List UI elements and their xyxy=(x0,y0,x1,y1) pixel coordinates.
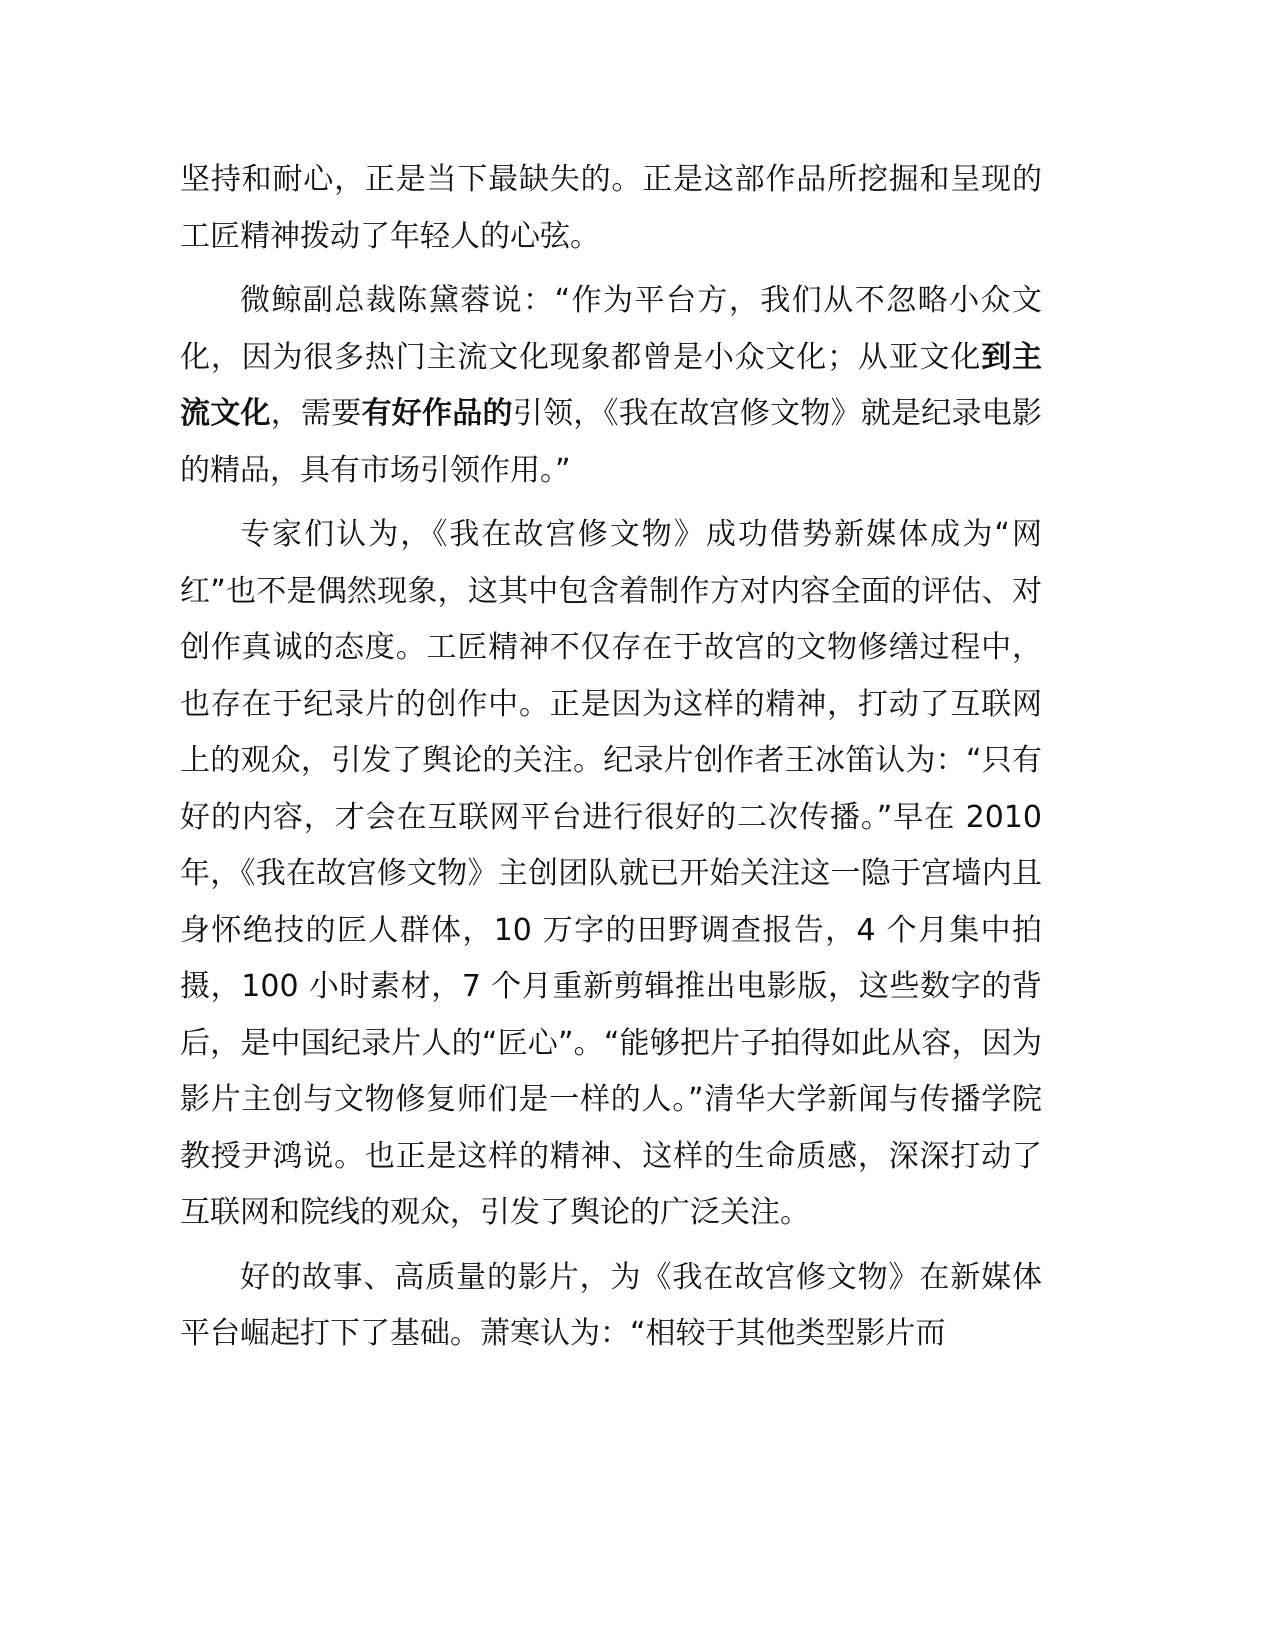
paragraph-2-text-mid-1: ，需要 xyxy=(270,396,362,431)
paragraph-2 xyxy=(180,273,1042,499)
document-body xyxy=(180,152,1042,1371)
paragraph-2-text-before: 微鲸副总裁陈黛蓉说：“作为平台方，我们从不忽略小众文化，因为很多热门主流文化现象都曾是小众文化；从亚文化 xyxy=(180,283,1042,375)
paragraph-2-emphasis-1: 到主流文化 xyxy=(180,339,1043,431)
paragraph-3: 专家们认为，《我在故宫修文物》成功借势新媒体成为“网红”也不是偶然现象，这其中包含着制作方对内容全面的评估、对创作真诚的态度。工匠精神不仅存在于故宫的文物修缮过程中，也存在于纪录片的创作中。正是因为这样的精神，打动了互联网上的观众，引发了舆论的关注。纪录片创作者王冰笛认为：“只有好的内容，才会在互联网平台进行很好的二次传播。”早在 2010 年，《我在故宫修文物》主创团队就已开始关注这一隐于宫墙内且身怀绝技的匠人群体，10 万字的田野调查报告，4 个月集中拍摄，100 小时素材，7 个月重新剪辑推出电影版，这些数字的背后，是中国纪录片人的“匠心”。“能够把片子拍得如此从容，因为影片主创与文物修复师们是一样的人。”清华大学新闻与传播学院教授尹鸿说。也正是这样的精神、这样的生命质感，深深打动了互联网和院线的观众，引发了舆论的广泛关注。 xyxy=(180,517,1042,1230)
paragraph-2-emphasis-2: 有好作品的 xyxy=(361,396,513,431)
paragraph-1: 坚持和耐心，正是当下最缺失的。正是这部作品所挖掘和呈现的工匠精神拨动了年轻人的心弦。 xyxy=(180,162,1042,254)
paragraph-4: 好的故事、高质量的影片，为《我在故宫修文物》在新媒体平台崛起打下了基础。萧寒认为：“相较于其他类型影片而 xyxy=(180,1259,1042,1351)
paragraph-2-text-mid-2: 引领， xyxy=(512,396,604,431)
paragraph-2-text-after: 《我在故宫修文物》就是纪录电影的精品，具有市场引领作用。” xyxy=(180,396,1042,488)
